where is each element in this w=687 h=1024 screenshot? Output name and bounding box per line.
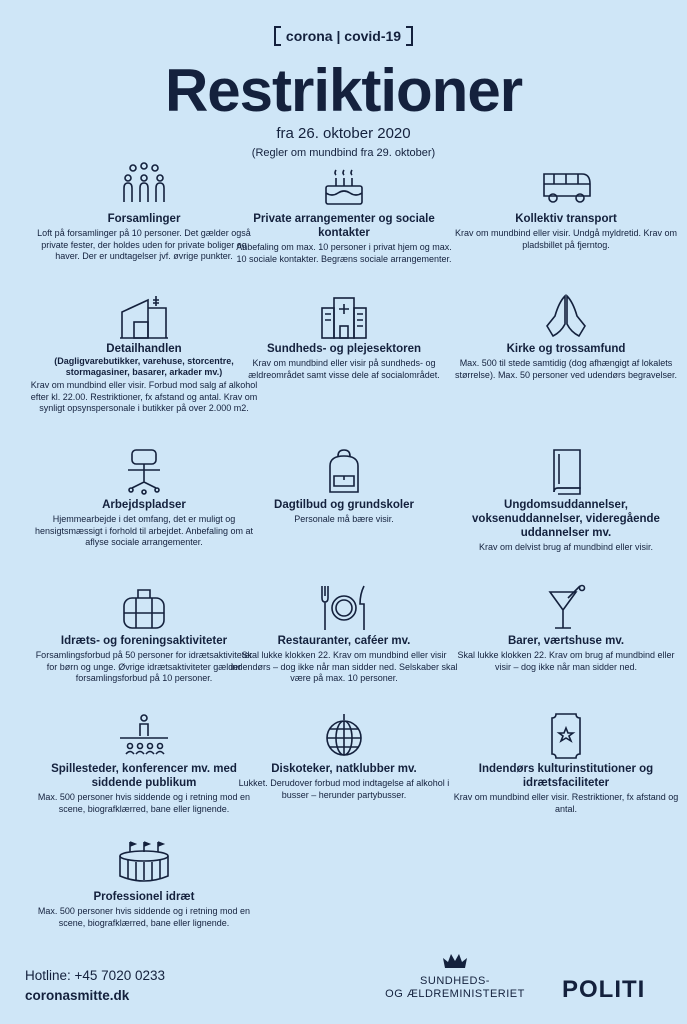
effective-date: fra 26. oktober 2020 xyxy=(276,125,411,142)
item-text: Krav om delvist brug af mundbind eller visir. xyxy=(478,542,654,552)
item-title: Professionel idræt xyxy=(93,891,195,903)
item-title: Diskoteker, natklubber mv. xyxy=(271,763,417,775)
item-text: Hjemmearbejde i det omfang, det er muligt og hensigtsmæssigt i forhold til arbejdet. Anbefaling om at aflyse sociale arrangementer. xyxy=(34,514,254,547)
hotline: Hotline: +45 7020 0233 xyxy=(25,968,165,983)
item-dagtilbud xyxy=(230,448,458,526)
item-professionel-idraet xyxy=(30,840,258,929)
topic-tag xyxy=(0,26,687,46)
item-title: Restauranter, caféer mv. xyxy=(277,635,411,647)
item-arbejdspladser xyxy=(30,448,258,549)
item-title: Sundheds- og plejesektoren xyxy=(267,343,421,355)
item-title: Kollektiv transport xyxy=(515,213,617,225)
item-title: Arbejdspladser xyxy=(102,499,186,511)
people-icon xyxy=(30,162,258,210)
stage-icon xyxy=(30,712,258,760)
item-title: Detailhandlen xyxy=(106,343,182,355)
item-text: Lukket. Derudover forbud mod indtagelse af alkohol i busser – herunder partybusser. xyxy=(238,778,450,800)
item-uddannelser xyxy=(452,448,680,554)
politi-logo: POLITI xyxy=(562,976,646,1003)
item-title: Private arrangementer og sociale kontakter xyxy=(253,213,435,239)
ministry-line-2: OG ÆLDREMINISTERIET xyxy=(385,988,525,1000)
item-kollektiv-transport xyxy=(452,162,680,251)
item-detailhandlen xyxy=(30,292,258,415)
item-idraet xyxy=(30,584,258,685)
item-kulturinstitutioner xyxy=(452,712,680,815)
topic-tag-label: corona | covid-19 xyxy=(280,26,407,46)
item-title: Forsamlinger xyxy=(107,213,181,225)
crown-icon xyxy=(442,950,468,970)
item-text: Krav om mundbind eller visir på sundheds- og ældreområdet samt visse dele af socialområdet. xyxy=(248,358,440,380)
page-title: Restriktioner xyxy=(164,57,523,124)
stadium-icon xyxy=(30,840,258,888)
item-barer xyxy=(452,584,680,673)
office-chair-icon xyxy=(30,448,258,496)
item-title: Dagtilbud og grundskoler xyxy=(274,499,414,511)
ticket-icon xyxy=(452,712,680,760)
item-text: Loft på forsamlinger på 10 personer. Det gælder også private fester, der holdes uden for private boliger og haver. Der er undtagelser jvf. øvrige punkter. xyxy=(37,228,251,261)
cocktail-icon xyxy=(452,584,680,632)
bus-icon xyxy=(452,162,680,210)
item-title: Ungdomsuddannelser, voksenuddannelser, videregående uddannelser mv. xyxy=(472,499,660,539)
item-text: Anbefaling om max. 10 personer i privat hjem og max. 10 sociale kontakter. Begræns sociale arrangementer. xyxy=(236,242,452,264)
item-subtitle: (Dagligvarebutikker, varehuse, storcentre, stormagasiner, basarer, arkader mv.) xyxy=(54,356,234,377)
item-kirke xyxy=(452,292,680,381)
backpack-icon xyxy=(230,448,458,496)
item-restauranter xyxy=(230,584,458,685)
item-text: Forsamlingsforbud på 50 personer for idrætsaktiviteter for børn og unge. Øvrige idrætsaktiviteter gælder forsamlingsforbud på 10 personer. xyxy=(35,650,253,683)
cutlery-icon xyxy=(230,584,458,632)
shop-icon xyxy=(30,292,258,340)
item-text: Max. 500 til stede samtidig (dog afhængigt af lokalets størrelse). Max. 50 personer ved udendørs begravelser. xyxy=(454,358,678,380)
website-link[interactable]: coronasmitte.dk xyxy=(25,988,130,1003)
item-text: Krav om mundbind eller visir. Undgå myldretid. Krav om pladsbillet på fjerntog. xyxy=(454,228,678,250)
item-title: Kirke og trossamfund xyxy=(506,343,626,355)
ministry-logo xyxy=(370,950,540,1001)
item-text: Max. 500 personer hvis siddende og i retning mod en scene, biografklærred, bane eller lignende. xyxy=(37,792,251,814)
item-text: Skal lukke klokken 22. Krav om mundbind eller visir indendørs – dog ikke når man sidder ned. Selskaber skal være på max. 10 personer. xyxy=(230,650,458,683)
ministry-line-1: SUNDHEDS- xyxy=(420,975,490,987)
footer-contact xyxy=(25,966,165,1006)
item-sundhed xyxy=(230,292,458,381)
mask-rule-date: (Regler om mundbind fra 29. oktober) xyxy=(251,147,436,159)
book-icon xyxy=(452,448,680,496)
item-title: Idræts- og foreningsaktiviteter xyxy=(60,635,228,647)
praying-hands-icon xyxy=(452,292,680,340)
item-text: Skal lukke klokken 22. Krav om brug af mundbind eller visir – dog ikke når man sidder ned. xyxy=(457,650,675,672)
item-title: Spillesteder, konferencer mv. med siddende publikum xyxy=(51,763,237,789)
cake-icon xyxy=(230,162,458,210)
item-diskoteker xyxy=(230,712,458,801)
item-text: Personale må bære visir. xyxy=(294,514,394,524)
item-forsamlinger xyxy=(30,162,258,263)
item-title: Indendørs kulturinstitutioner og idrætsfaciliteter xyxy=(478,763,654,789)
hospital-icon xyxy=(230,292,458,340)
item-spillesteder xyxy=(30,712,258,815)
sports-bag-icon xyxy=(30,584,258,632)
item-text: Max. 500 personer hvis siddende og i retning mod en scene, biografklærred, bane eller lignende. xyxy=(37,906,251,928)
disco-ball-icon xyxy=(230,712,458,760)
item-text: Krav om mundbind eller visir. Restriktioner, fx afstand og antal. xyxy=(453,792,679,814)
item-private-arrangementer xyxy=(230,162,458,265)
item-text: Krav om mundbind eller visir. Forbud mod salg af alkohol efter kl. 22.00. Restriktioner, fx afstand og antal. Krav om synligt opsynspersonale i butikker på over 2.000 m2. xyxy=(30,380,258,413)
item-title: Barer, værtshuse mv. xyxy=(507,635,625,647)
